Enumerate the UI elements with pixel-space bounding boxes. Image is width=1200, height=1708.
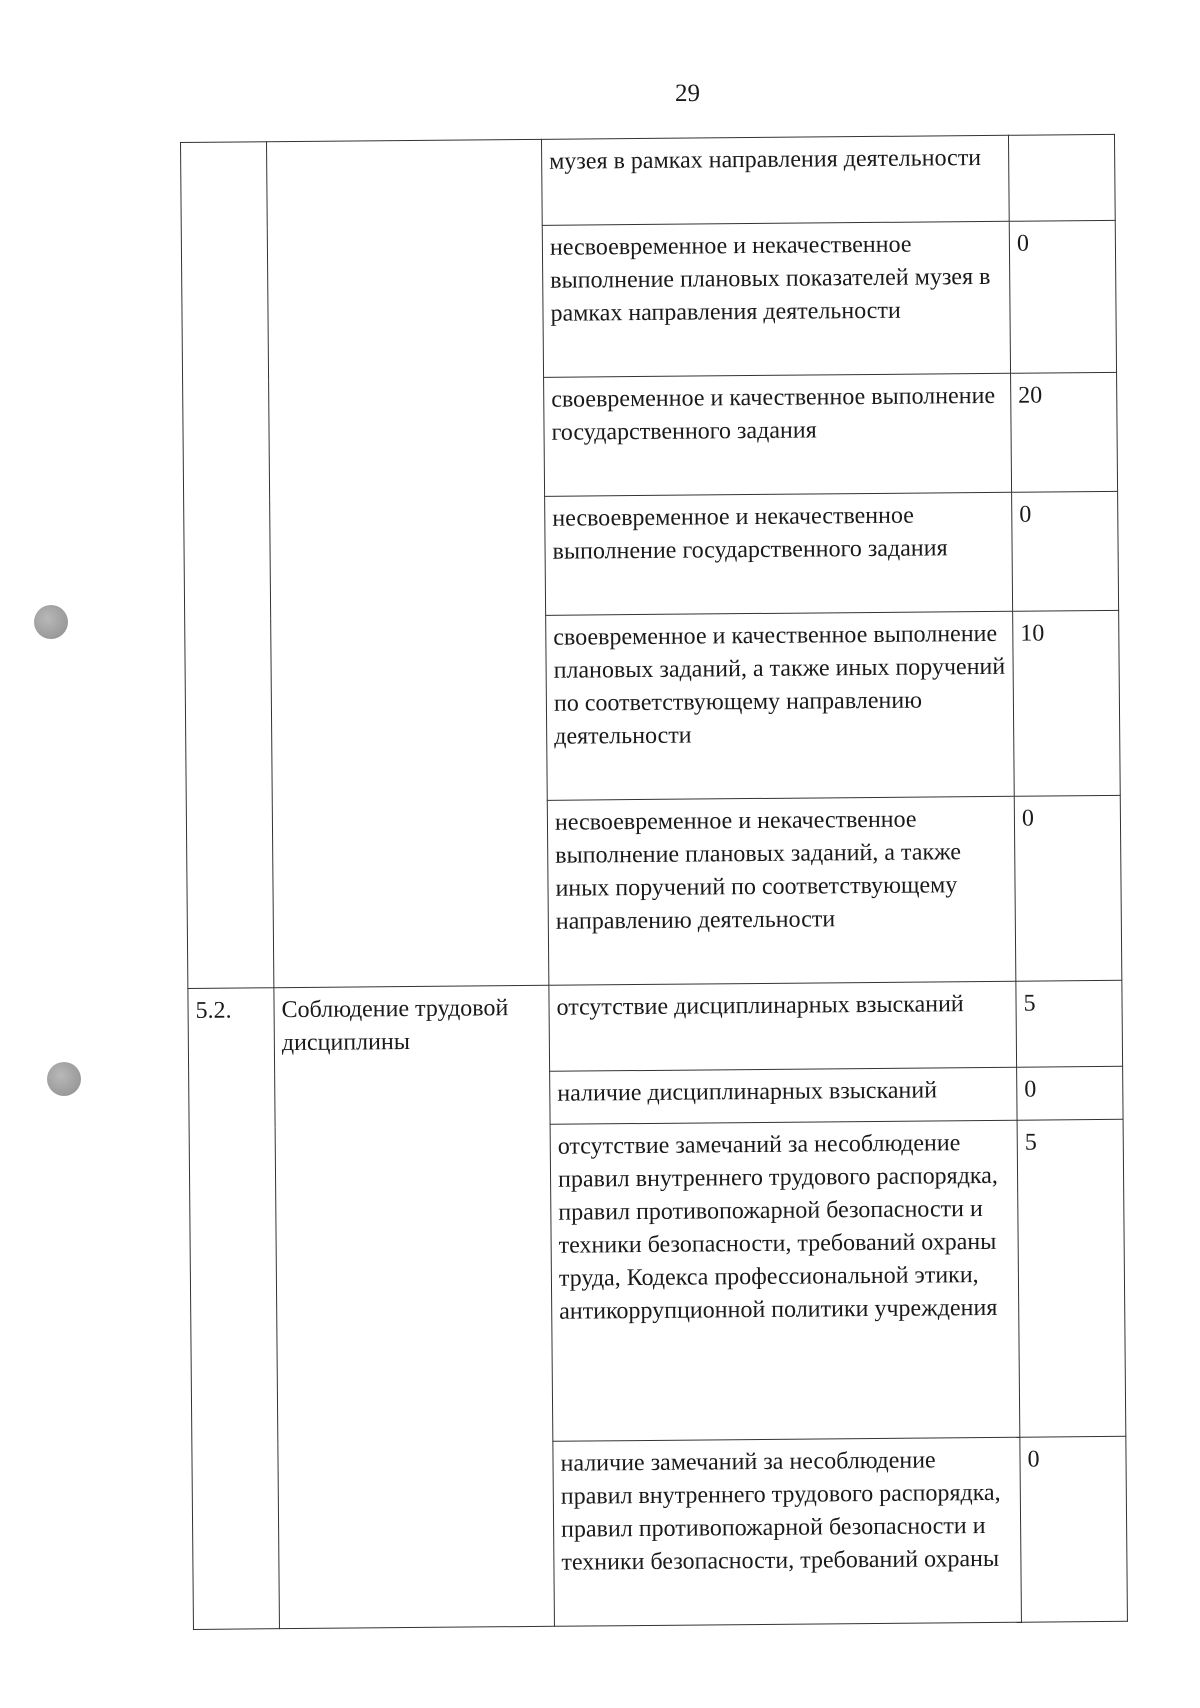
item-name-cell: Соблюдение трудовой дисциплины (274, 985, 555, 1628)
score-cell: 5 (1016, 980, 1123, 1067)
criterion-cell: несвоевременное и некачественное выполнение плановых заданий, а также иных поручений по соответствующему направлению деятельности (547, 796, 1016, 985)
score-cell (1008, 134, 1115, 221)
criteria-table (180, 134, 1128, 1630)
criterion-cell: своевременное и качественное выполнение государственного задания (544, 373, 1012, 496)
criterion-cell: наличие замечаний за несоблюдение правил внутреннего трудового распорядка, правил противопожарной безопасности и техники безопасности, требований охраны (553, 1437, 1022, 1626)
score-cell: 0 (1009, 220, 1116, 373)
item-name-cell (267, 139, 549, 987)
item-number-cell (181, 142, 274, 989)
score-cell: 10 (1013, 610, 1121, 796)
score-cell: 0 (1017, 1066, 1123, 1120)
score-cell: 0 (1020, 1436, 1128, 1622)
table-row (181, 134, 1116, 228)
punch-hole-top (34, 605, 68, 639)
criterion-cell: несвоевременное и некачественное выполнение государственного задания (545, 492, 1013, 615)
page-number: 29 (675, 80, 700, 107)
score-cell: 0 (1012, 491, 1119, 611)
criterion-cell: несвоевременное и некачественное выполнение плановых показателей музея в рамках направления деятельности (542, 221, 1010, 377)
criterion-cell: отсутствие дисциплинарных взысканий (549, 981, 1017, 1071)
score-cell: 5 (1017, 1119, 1126, 1437)
table-row (188, 980, 1123, 1074)
item-number-cell: 5.2. (188, 988, 280, 1630)
criterion-cell: отсутствие замечаний за несоблюдение правил внутреннего трудового распорядка, правил противопожарной безопасности и техники безопасности, требований охраны труда, Кодекса профессиональной этики, антикоррупционной политики учреждения (550, 1120, 1020, 1441)
criterion-cell: своевременное и качественное выполнение плановых заданий, а также иных поручений по соответствующему направлению деятельности (546, 611, 1015, 800)
score-cell: 0 (1014, 795, 1122, 981)
punch-hole-bottom (47, 1062, 81, 1096)
score-cell: 20 (1011, 372, 1118, 492)
criterion-cell: музея в рамках направления деятельности (541, 135, 1009, 225)
criterion-cell: наличие дисциплинарных взысканий (550, 1067, 1017, 1124)
